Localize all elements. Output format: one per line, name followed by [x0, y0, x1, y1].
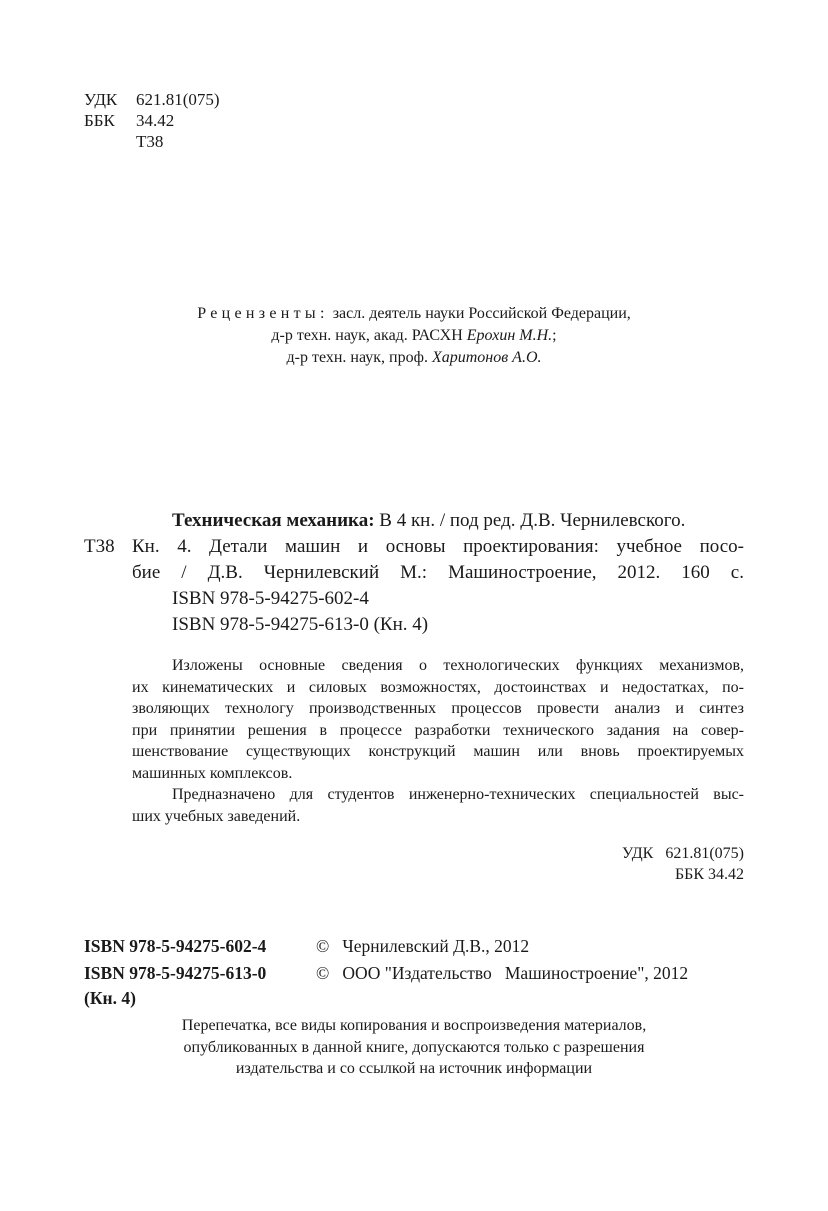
- bib-sign: Т38: [84, 536, 115, 557]
- copyright-isbn-2-note-text: (Кн. 4): [84, 988, 136, 1008]
- copyright-line-1: © Чернилевский Д.В., 2012: [316, 936, 530, 956]
- copyright-isbn-2-text: ISBN 978-5-94275-613-0: [84, 963, 267, 983]
- bib-isbn-1: ISBN 978-5-94275-602-4: [172, 588, 369, 609]
- bbk-label: ББК: [84, 111, 115, 130]
- reviewers-line-1: [100, 303, 728, 325]
- udk-line: [84, 89, 220, 110]
- udk-label: УДК: [84, 90, 118, 109]
- bib-isbn-2: ISBN 978-5-94275-613-0 (Кн. 4): [172, 614, 429, 635]
- bbk-value: 34.42: [136, 111, 175, 130]
- copyright-isbn-1: [84, 934, 266, 958]
- copyright-isbn-2-note: [84, 986, 136, 1010]
- bottom-bbk: ББК 34.42: [674, 866, 744, 883]
- annotation-line: машинных комплексов.: [132, 764, 293, 782]
- bib-line-3: бие / Д.В. Чернилевский М.: Машиностроение, 2012. 160 с.: [132, 562, 744, 583]
- reviewers-line-3: [100, 347, 728, 369]
- bottom-udk: УДК 621.81(075): [622, 845, 744, 862]
- author-sign-line: [84, 131, 220, 152]
- reviewer-2-name: Харитонов А.О.: [431, 349, 542, 366]
- bib-line-1: [132, 508, 744, 534]
- bottom-classification: [622, 843, 744, 885]
- book-title: Техническая механика:: [172, 510, 375, 531]
- annotation-line: при принятии решения в процессе разработки технического задания на совер-: [132, 721, 744, 739]
- copyright-line-2: © ООО "Издательство Машиностроение", 2012: [316, 963, 689, 983]
- reviewer-1-suffix: ;: [552, 327, 557, 344]
- annotation-line: зволяющих технологу производственных процессов провести анализ и синтез: [132, 700, 744, 717]
- annotation-line: их кинематических и силовых возможностях, достоинствах и недостатках, по-: [132, 678, 744, 696]
- reviewers-block: [100, 303, 728, 369]
- copyright-isbn-1-text: ISBN 978-5-94275-602-4: [84, 936, 267, 956]
- reviewers-label: Рецензенты:: [197, 305, 329, 322]
- author-sign: Т38: [136, 132, 164, 151]
- reviewers-line-2: [100, 325, 728, 347]
- udk-value: 621.81(075): [136, 90, 220, 109]
- bibliographic-entry: [132, 508, 744, 638]
- reviewers-line-1-text: засл. деятель науки Российской Федерации,: [332, 305, 631, 322]
- annotation-line: шенствование существующих конструкций машин или вновь проектируемых: [132, 743, 744, 760]
- notice-line-3: издательства и со ссылкой на источник информации: [235, 1060, 593, 1077]
- annotation-line: ших учебных заведений.: [132, 807, 301, 825]
- reprint-notice: [100, 1015, 728, 1080]
- notice-line-1: Перепечатка, все виды копирования и воспроизведения материалов,: [181, 1017, 647, 1034]
- reviewer-1-degree: д-р техн. наук, акад. РАСХН: [271, 327, 463, 344]
- annotation-line: Предназначено для студентов инженерно-технических специальностей выс-: [172, 786, 744, 803]
- notice-line-2: опубликованных в данной книге, допускаются только с разрешения: [183, 1038, 645, 1056]
- copyright-isbn-2: [84, 961, 266, 985]
- classification-block: [84, 89, 220, 152]
- reviewer-1-name: Ерохин М.Н.: [466, 327, 553, 344]
- annotation: [132, 655, 744, 827]
- bib-line-1-rest: В 4 кн. / под ред. Д.В. Чернилевского.: [374, 510, 686, 531]
- annotation-line: Изложены основные сведения о технологических функциях механизмов,: [172, 657, 744, 674]
- bbk-line: [84, 110, 220, 131]
- reviewer-2-degree: д-р техн. наук, проф.: [286, 349, 428, 366]
- bib-line-2: Кн. 4. Детали машин и основы проектирования: учебное посо-: [132, 536, 744, 557]
